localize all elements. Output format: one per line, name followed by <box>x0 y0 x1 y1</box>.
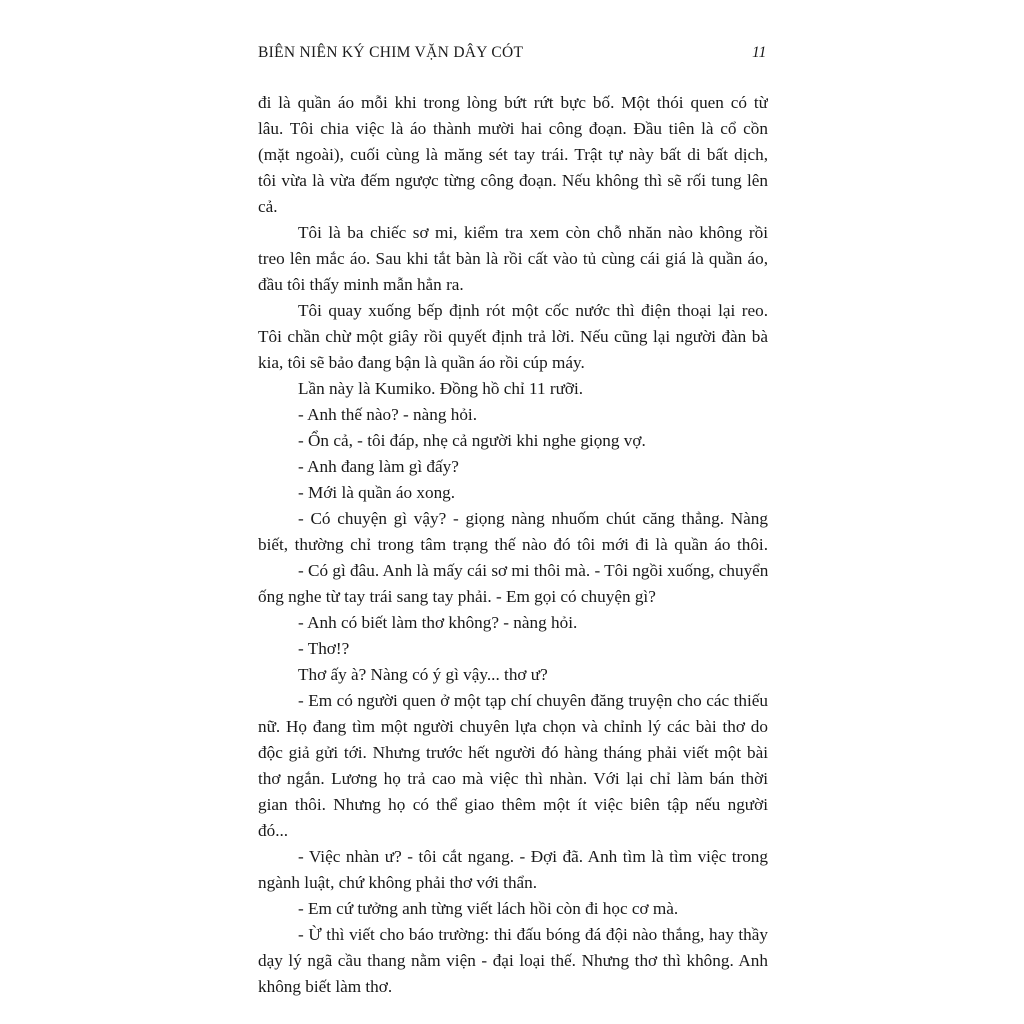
text-line: - Có gì đâu. Anh là mấy cái sơ mi thôi mà. - Tôi ngồi xuống, chuyển <box>298 561 768 580</box>
text-line: - Anh có biết làm thơ không? - nàng hỏi. <box>298 613 578 632</box>
text-line: - Em cứ tưởng anh từng viết lách hồi còn đi học cơ mà. <box>298 899 679 918</box>
page-number: 11 <box>752 44 767 61</box>
text-line: đó... <box>258 821 289 840</box>
text-line: - Ổn cả, - tôi đáp, nhẹ cả người khi nghe giọng vợ. <box>298 431 646 450</box>
text-line: đi là quần áo mỗi khi trong lòng bứt rứt bực bố. Một thói quen có từ <box>258 93 768 112</box>
text-line: - Thơ!? <box>298 639 350 658</box>
text-line: - Anh thế nào? - nàng hỏi. <box>298 405 477 424</box>
body-text <box>258 90 768 1000</box>
text-line: độc giả gửi tới. Nhưng trước hết người đó hàng tháng phải viết một bài <box>258 743 768 762</box>
text-line: cả. <box>258 197 278 216</box>
text-line: - Anh đang làm gì đấy? <box>298 457 459 476</box>
text-line: - Mới là quần áo xong. <box>298 483 456 502</box>
text-line: kia, tôi sẽ bảo đang bận là quần áo rồi cúp máy. <box>258 353 585 372</box>
text-line: Tôi quay xuống bếp định rót một cốc nước thì điện thoại lại reo. <box>298 301 768 320</box>
text-line: Lần này là Kumiko. Đồng hồ chỉ 11 rưỡi. <box>298 379 584 398</box>
text-line: ống nghe từ tay trái sang tay phải. - Em gọi có chuyện gì? <box>258 587 656 606</box>
text-line: (mặt ngoài), cuối cùng là măng sét tay trái. Trật tự này bất di bất dịch, <box>258 145 768 164</box>
text-line: dạy lý ngã cầu thang nằm viện - đại loại thế. Nhưng thơ thì không. Anh <box>258 951 768 970</box>
text-line: ngành luật, chứ không phải thơ với thẩn. <box>258 873 538 892</box>
text-line: lâu. Tôi chia việc là áo thành mười hai công đoạn. Đầu tiên là cổ cồn <box>258 119 768 138</box>
text-line: - Ừ thì viết cho báo trường: thi đấu bóng đá đội nào thắng, hay thầy <box>298 925 768 944</box>
text-line: nữ. Họ đang tìm một người chuyên lựa chọn và chỉnh lý các bài thơ do <box>258 717 768 736</box>
text-line: Tôi chần chừ một giây rồi quyết định trả lời. Nếu cũng lại người đàn bà <box>258 327 768 346</box>
text-line: - Có chuyện gì vậy? - giọng nàng nhuốm chút căng thẳng. Nàng <box>298 509 768 528</box>
text-line: không biết làm thơ. <box>258 977 393 996</box>
text-line: tôi vừa là vừa đếm ngược từng công đoạn. Nếu không thì sẽ rối tung lên <box>258 171 768 190</box>
text-line: - Việc nhàn ư? - tôi cắt ngang. - Đợi đã. Anh tìm là tìm việc trong <box>298 847 768 866</box>
text-line: đầu tôi thấy minh mẫn hẳn ra. <box>258 275 464 294</box>
text-line: Thơ ấy à? Nàng có ý gì vậy... thơ ư? <box>298 665 548 684</box>
text-line: thơ ngắn. Lương họ trả cao mà việc thì nhàn. Với lại chỉ làm bán thời <box>258 769 768 788</box>
text-line: - Em có người quen ở một tạp chí chuyên đăng truyện cho các thiếu <box>298 691 768 710</box>
text-line: treo lên mắc áo. Sau khi tắt bàn là rồi cất vào tủ cùng cái giá là quần áo, <box>258 249 768 268</box>
running-head-title: BIÊN NIÊN KÝ CHIM VẶN DÂY CÓT <box>258 44 524 61</box>
text-line: Tôi là ba chiếc sơ mi, kiểm tra xem còn chỗ nhăn nào không rồi <box>298 223 768 242</box>
text-line: biết, thường chỉ trong tâm trạng thế nào đó tôi mới đi là quần áo thôi. <box>258 535 768 554</box>
text-line: gian thôi. Nhưng họ có thể giao thêm một ít việc biên tập nếu người <box>258 795 768 814</box>
